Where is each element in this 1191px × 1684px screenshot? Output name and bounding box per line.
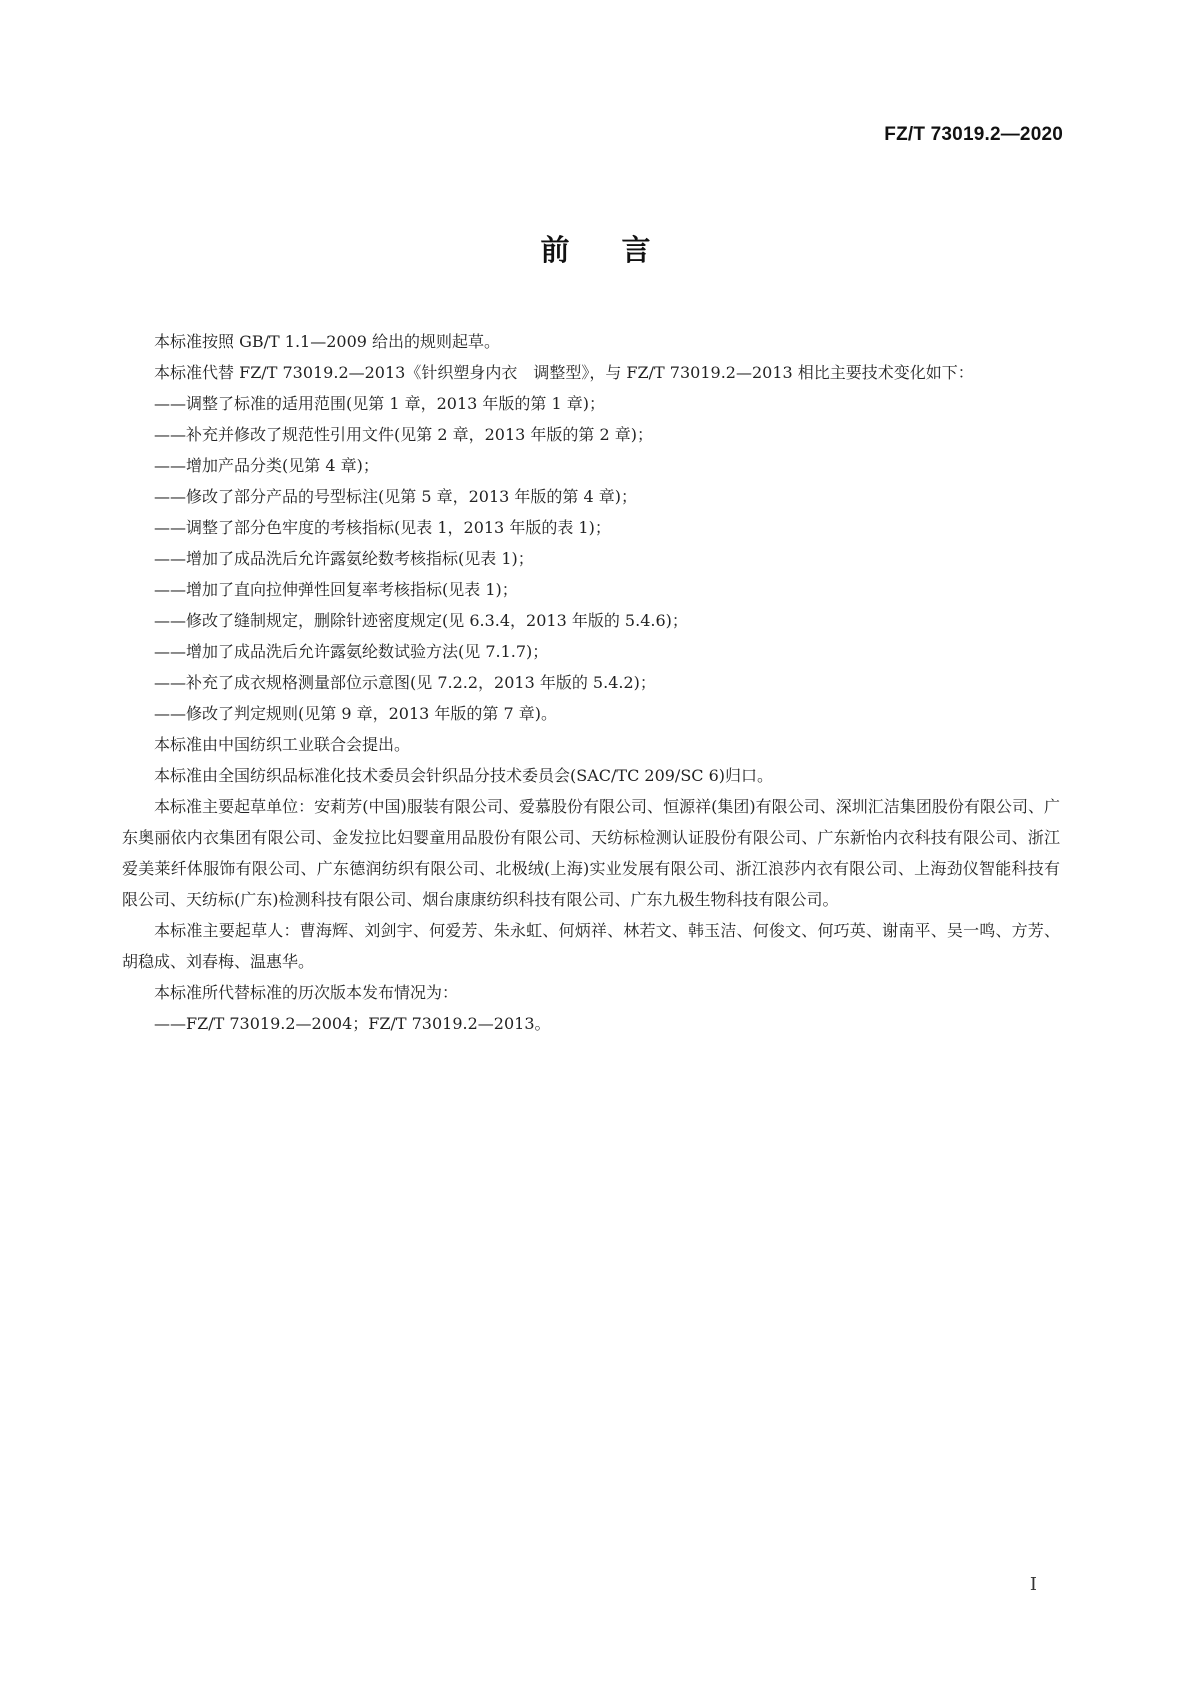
history-intro-paragraph: 本标准所代替标准的历次版本发布情况为：	[154, 983, 459, 1002]
change-item: ——修改了缝制规定，删除针迹密度规定(见 6.3.4，2013 年版的 5.4.6)；	[154, 611, 688, 630]
drafters-paragraph: 本标准主要起草人：曹海辉、刘剑宇、何爱芳、朱永虹、何炳祥、林若文、韩玉洁、何俊文、何巧英、谢南平、吴一鸣、方芳、胡稳成、刘春梅、温惠华。	[122, 921, 1060, 971]
foreword-body	[122, 326, 1060, 1039]
change-item: ——补充了成衣规格测量部位示意图(见 7.2.2，2013 年版的 5.4.2)；	[154, 673, 656, 692]
change-item: ——增加产品分类(见第 4 章)；	[154, 456, 379, 475]
replaces-paragraph: 本标准代替 FZ/T 73019.2—2013《针织塑身内衣 调整型》，与 FZ/T 73019.2—2013 相比主要技术变化如下：	[154, 363, 974, 382]
rules-paragraph: 本标准按照 GB/T 1.1—2009 给出的规则起草。	[154, 332, 501, 351]
change-item: ——修改了部分产品的号型标注(见第 5 章，2013 年版的第 4 章)；	[154, 487, 637, 506]
page-title: 前言	[540, 233, 703, 267]
change-item: ——修改了判定规则(见第 9 章，2013 年版的第 7 章)。	[154, 704, 557, 723]
change-item: ——增加了成品洗后允许露氨纶数试验方法(见 7.1.7)；	[154, 642, 549, 661]
change-item: ——调整了部分色牢度的考核指标(见表 1，2013 年版的表 1)；	[154, 518, 611, 537]
change-item: ——补充并修改了规范性引用文件(见第 2 章，2013 年版的第 2 章)；	[154, 425, 653, 444]
standard-code: FZ/T 73019.2—2020	[884, 124, 1063, 145]
proposed-by-paragraph: 本标准由中国纺织工业联合会提出。	[154, 735, 411, 754]
change-item: ——增加了成品洗后允许露氨纶数考核指标(见表 1)；	[154, 549, 534, 568]
drafting-units-paragraph: 本标准主要起草单位：安莉芳(中国)服装有限公司、爱慕股份有限公司、恒源祥(集团)有限公司、深圳汇洁集团股份有限公司、广东奥丽依内衣集团有限公司、金发拉比妇婴童用品股份有限公司、天纺标检测认证股份有限公司、广东新怡内衣科技有限公司、浙江爱美莱纤体服饰有限公司、广东德润纺织有限公司、北极绒(上海)实业发展有限公司、浙江浪莎内衣有限公司、上海劲仪智能科技有限公司、天纺标(广东)检测科技有限公司、烟台康康纺织科技有限公司、广东九极生物科技有限公司。	[122, 797, 1060, 909]
change-item: ——调整了标准的适用范围(见第 1 章，2013 年版的第 1 章)；	[154, 394, 605, 413]
change-item: ——增加了直向拉伸弹性回复率考核指标(见表 1)；	[154, 580, 518, 599]
history-item: ——FZ/T 73019.2—2004；FZ/T 73019.2—2013。	[154, 1014, 551, 1033]
centralized-by-paragraph: 本标准由全国纺织品标准化技术委员会针织品分技术委员会(SAC/TC 209/SC 6)归口。	[154, 766, 774, 785]
page-number: I	[1029, 1574, 1037, 1595]
